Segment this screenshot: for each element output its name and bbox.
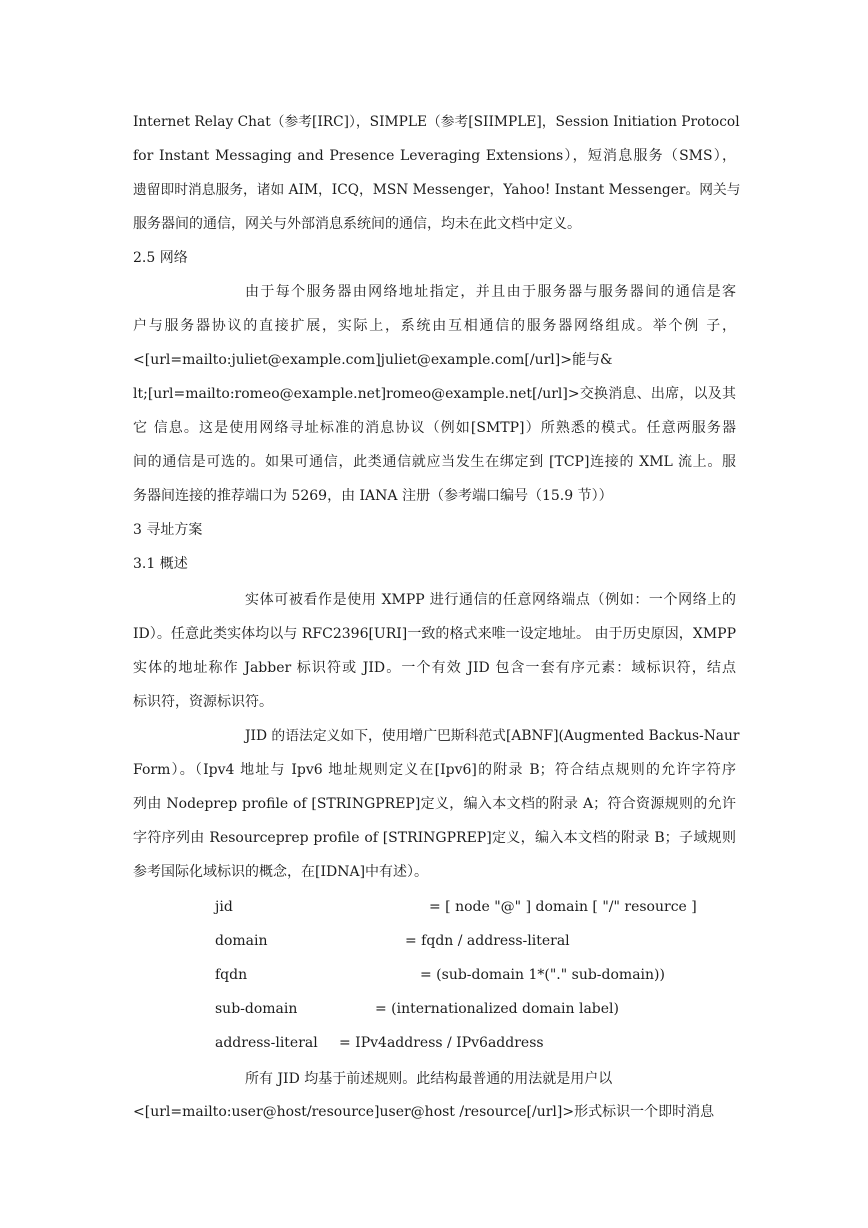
- grammar-rule-name: fqdn: [215, 967, 248, 983]
- grammar-rule-name: domain: [215, 933, 268, 949]
- grammar-rule-definition: = fqdn / address-literal: [405, 933, 570, 949]
- paragraph-line: 所有 JID 均基于前述规则。此结构最普通的用法就是用户以: [245, 1071, 613, 1087]
- grammar-rule-name: jid: [215, 899, 233, 915]
- paragraph-line: <[url=mailto:juliet@example.com]juliet@example.com[/url]>能与&: [133, 352, 613, 368]
- section-heading-2-5: 2.5 网络: [133, 250, 188, 266]
- paragraph-line: 标识符，资源标识符。: [133, 694, 273, 710]
- paragraph-line: lt;[url=mailto:romeo@example.net]romeo@example.net[/url]>交换消息、出席，以及其: [133, 386, 736, 402]
- paragraph-line: 户与服务器协议的直接扩展，实际上，系统由互相通信的服务器网络组成。举个例 子，: [133, 318, 736, 334]
- paragraph-line: Form）。（Ipv4 地址与 Ipv6 地址规则定义在[Ipv6]的附录 B；符合结点规则的允许字符序: [133, 762, 736, 778]
- paragraph-line: 它 信息。这是使用网络寻址标准的消息协议（例如[SMTP]）所熟悉的模式。任意两服务器: [133, 420, 736, 436]
- grammar-rule-name: address-literal: [215, 1035, 318, 1051]
- grammar-rule-definition: = (sub-domain 1*("." sub-domain)): [420, 967, 665, 983]
- paragraph-line: 服务器间的通信，网关与外部消息系统间的通信，均未在此文档中定义。: [133, 216, 581, 232]
- paragraph-line: 间的通信是可选的。如果可通信，此类通信就应当发生在绑定到 [TCP]连接的 XML 流上。服: [133, 454, 736, 470]
- grammar-rule-definition: = IPv4address / IPv6address: [339, 1035, 544, 1051]
- paragraph-line: 实体的地址称作 Jabber 标识符或 JID。一个有效 JID 包含一套有序元素：域标识符，结点: [133, 660, 736, 676]
- grammar-rule-name: sub-domain: [215, 1001, 298, 1017]
- paragraph-line: 实体可被看作是使用 XMPP 进行通信的任意网络端点（例如：一个网络上的: [245, 592, 736, 608]
- paragraph-line: Internet Relay Chat（参考[IRC]），SIMPLE（参考[SIIMPLE]，Session Initiation Protocol: [133, 114, 740, 130]
- paragraph-line: <[url=mailto:user@host/resource]user@host /resource[/url]>形式标识一个即时消息: [133, 1104, 715, 1120]
- paragraph-line: 列由 Nodeprep profile of [STRINGPREP]定义，编入本文档的附录 A；符合资源规则的允许: [133, 796, 736, 812]
- section-heading-3: 3 寻址方案: [133, 522, 203, 538]
- grammar-rule-definition: = [ node "@" ] domain [ "/" resource ]: [429, 899, 697, 915]
- paragraph-line: for Instant Messaging and Presence Leveraging Extensions），短消息服务（SMS），: [133, 148, 736, 164]
- paragraph-line: ID）。任意此类实体均以与 RFC2396[URI]一致的格式来唯一设定地址。 由于历史原因，XMPP: [133, 626, 736, 642]
- paragraph-line: 务器间连接的推荐端口为 5269，由 IANA 注册（参考端口编号（15.9 节））: [133, 488, 613, 504]
- grammar-rule-definition: = (internationalized domain label): [375, 1001, 619, 1017]
- paragraph-line: 参考国际化域标识的概念，在[IDNA]中有述）。: [133, 864, 429, 880]
- paragraph-line: JID 的语法定义如下，使用增广巴斯科范式[ABNF](Augmented Backus-Naur: [245, 728, 740, 744]
- paragraph-line: 字符序列由 Resourceprep profile of [STRINGPREP]定义，编入本文档的附录 B；子域规则: [133, 830, 736, 846]
- paragraph-line: 由于每个服务器由网络地址指定，并且由于服务器与服务器间的通信是客: [245, 284, 736, 300]
- paragraph-line: 遗留即时消息服务，诸如 AIM，ICQ，MSN Messenger，Yahoo! Instant Messenger。网关与: [133, 182, 741, 198]
- section-heading-3-1: 3.1 概述: [133, 556, 188, 572]
